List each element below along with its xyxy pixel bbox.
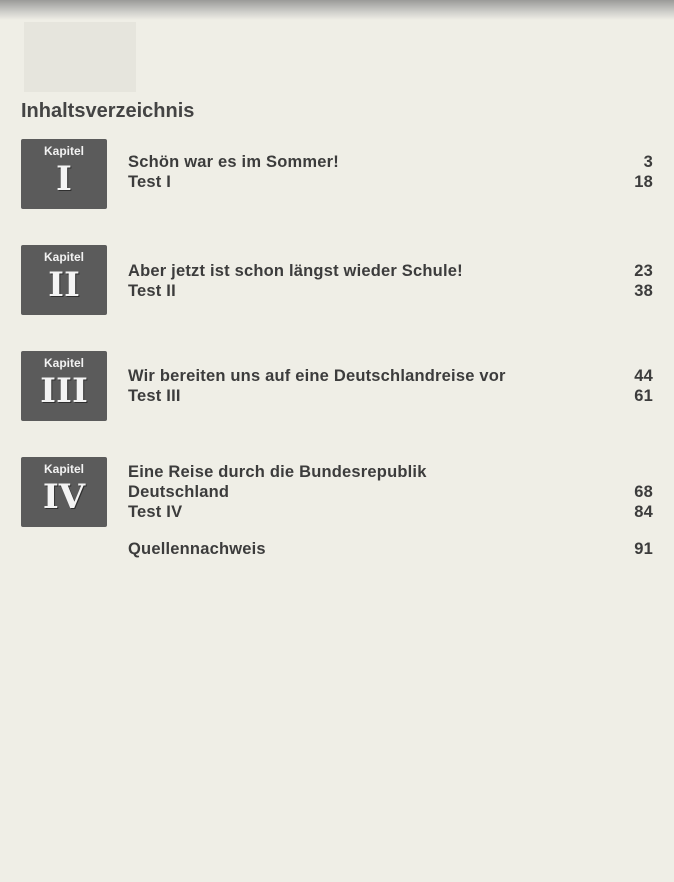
chapter-title-row [128,261,653,281]
page-number: 23 [634,262,653,280]
page-number: 91 [634,540,653,558]
test-label: Test II [128,282,176,300]
chapter-title-row [128,152,653,172]
test-label: Test III [128,387,181,405]
chapter-badge-4 [21,457,107,527]
toc-entry-3[interactable] [128,366,653,406]
page-number: 68 [634,483,653,501]
chapter-title-row [128,462,653,482]
page-number: 44 [634,367,653,385]
badge-label: Kapitel [43,144,84,158]
chapter-numeral: III [40,371,88,411]
chapter-title-row [128,482,653,502]
test-label: Test I [128,173,172,191]
badge-label: Kapitel [43,462,84,476]
test-row [128,281,653,301]
test-label: Test IV [128,503,183,521]
page-number: 18 [634,173,653,191]
chapter-title-continued: Deutschland [128,483,230,501]
chapter-numeral: II [48,265,80,305]
sources-label: Quellennachweis [128,540,266,558]
toc-entry-4[interactable] [128,462,653,522]
chapter-title-row [128,366,653,386]
toc-heading: Inhaltsverzeichnis [21,100,195,122]
chapter-numeral: IV [42,477,86,517]
page-number: 84 [634,503,653,521]
toc-entry-2[interactable] [128,261,653,301]
page-number: 3 [643,153,653,171]
page-number: 38 [634,282,653,300]
chapter-numeral: I [56,159,72,199]
chapter-badge-1 [21,139,107,209]
page-number: 61 [634,387,653,405]
test-row [128,386,653,406]
chapter-badge-2 [21,245,107,315]
chapter-title: Aber jetzt ist schon längst wieder Schule! [128,262,463,280]
toc-entry-1[interactable] [128,152,653,192]
badge-label: Kapitel [43,250,84,264]
chapter-title: Eine Reise durch die Bundesrepublik [128,463,427,481]
chapter-title: Schön war es im Sommer! [128,153,339,171]
test-row [128,502,653,522]
sources-row [128,539,653,559]
chapter-badge-3 [21,351,107,421]
chapter-title: Wir bereiten uns auf eine Deutschlandreise vor [128,367,506,385]
page-top-edge [0,0,674,20]
test-row [128,172,653,192]
show-through-block [24,22,136,92]
badge-label: Kapitel [43,356,84,370]
toc-entry-sources[interactable] [128,539,653,559]
